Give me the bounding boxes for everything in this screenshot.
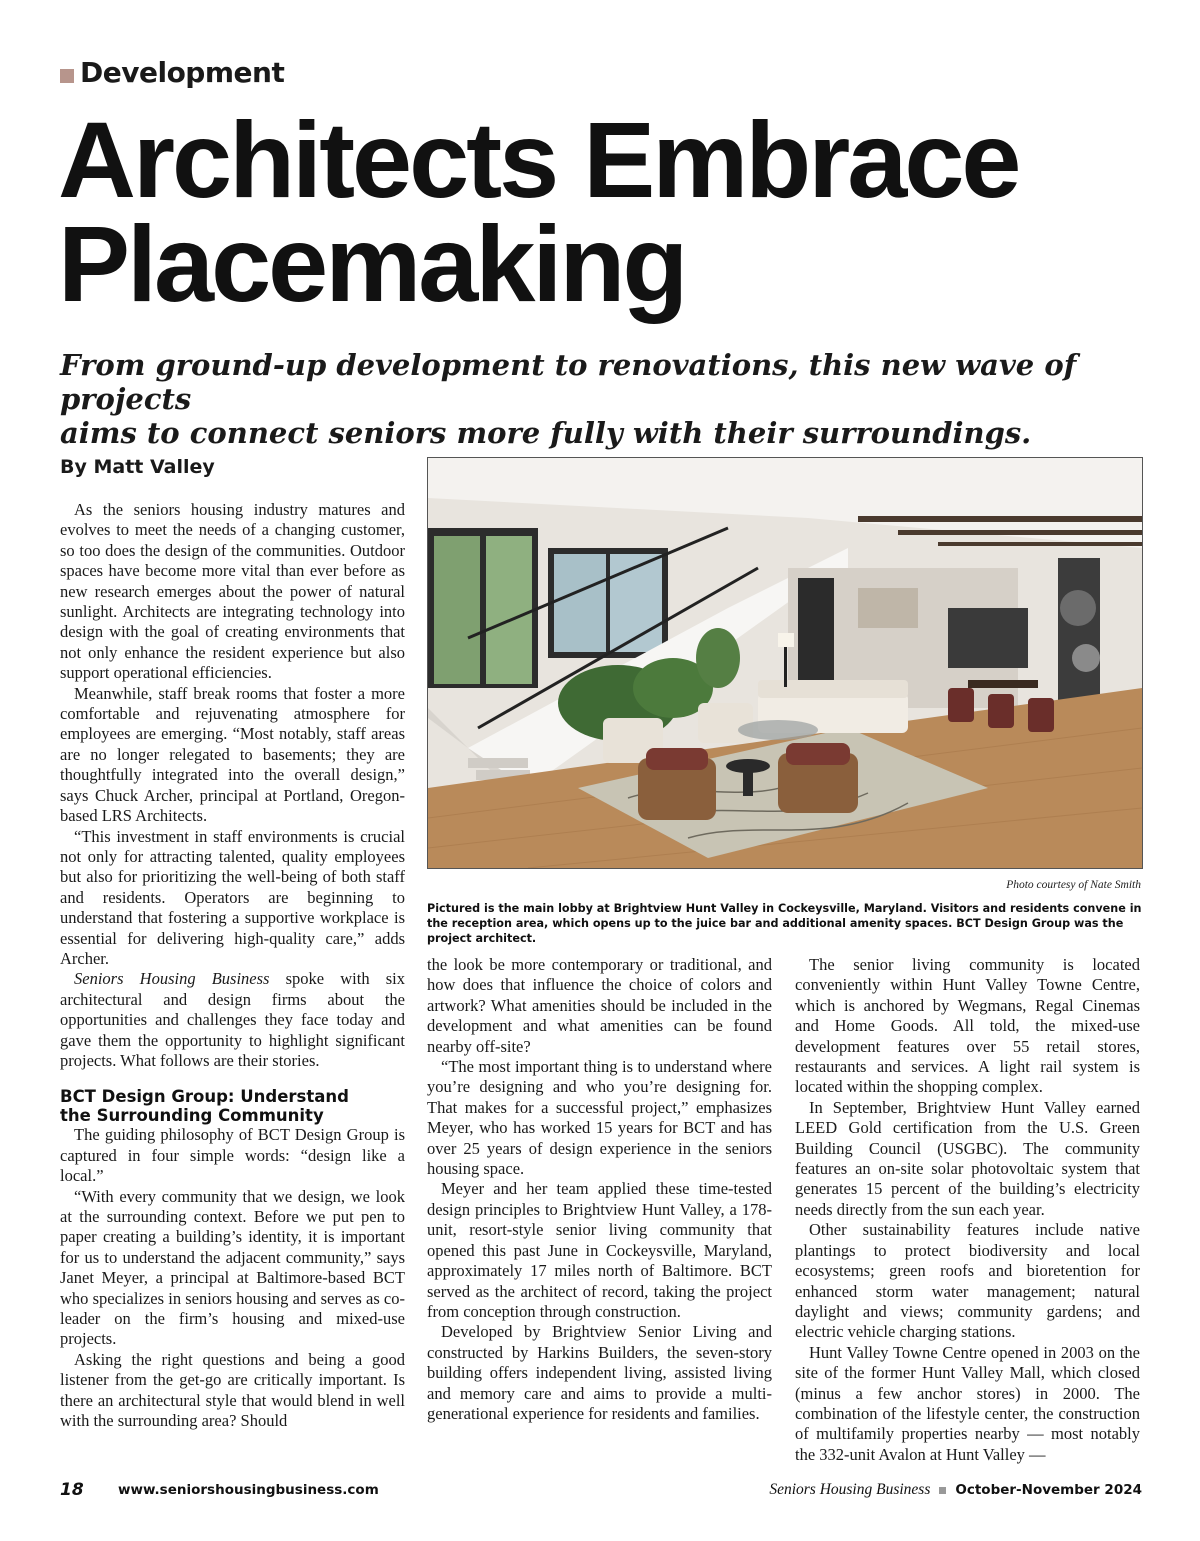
footer-right — [769, 1481, 1142, 1499]
paragraph: The guiding philosophy of BCT Design Group is captured in four simple words: “design like a local.” — [60, 1125, 405, 1186]
paragraph — [60, 969, 405, 1071]
paragraph: Developed by Brightview Senior Living and constructed by Harkins Builders, the seven-story building offers independent living, assisted living and memory care and aims to provide a multi-generational experience for residents and families. — [427, 1322, 772, 1423]
deck — [60, 348, 1150, 450]
photo-caption: Pictured is the main lobby at Brightview Hunt Valley in Cockeysville, Maryland. Visitors and residents convene in the reception area, which opens up to the juice bar and additional amenity spaces. BCT Design Group was the project architect. — [427, 902, 1142, 945]
footer-square-icon — [939, 1487, 946, 1494]
photo-credit: Photo courtesy of Nate Smith — [1006, 879, 1141, 891]
paragraph-text: spoke with six architectural and design firms about the opportunities and challenges they face today and gave them the opportunity to highlight significant projects. What follows are their stories. — [60, 969, 405, 1070]
headline — [58, 99, 1158, 324]
byline: By Matt Valley — [60, 456, 215, 478]
section-tag — [60, 56, 284, 89]
section-square-icon — [60, 69, 74, 83]
subhead-line-1: BCT Design Group: Understand — [60, 1087, 349, 1107]
paragraph: Meyer and her team applied these time-tested design principles to Brightview Hunt Valley, a 178-unit, resort-style senior living community that opened this past June in Cockeysville, Maryland, approximately 17 miles north of Baltimore. BCT served as the architect of record, taking the project from conception through construction. — [427, 1179, 772, 1321]
paragraph: Asking the right questions and being a good listener from the get-go are critically important. Is there an architectural style that would blend in well with the surrounding area? Should — [60, 1349, 405, 1431]
paragraph: Other sustainability features include native plantings to protect biodiversity and local ecosystems; green roofs and bioretention for enhanced storm water management; natural daylight and views; community gardens; and electric vehicle charging stations. — [795, 1220, 1140, 1342]
paragraph: The senior living community is located conveniently within Hunt Valley Towne Centre, which is anchored by Wegmans, Regal Cinemas and Home Goods. All told, the mixed-use development features over 55 retail stores, restaurants and services. A light rail system is located within the shopping complex. — [795, 955, 1140, 1097]
footer-url: www.seniorshousingbusiness.com — [118, 1482, 379, 1498]
paragraph: Hunt Valley Towne Centre opened in 2003 on the site of the former Hunt Valley Mall, which closed (minus a few anchor stores) in 2000. The combination of the lifestyle center, the construction of multifamily properties nearby — most notably the 332-unit Avalon at Hunt Valley — — [795, 1342, 1140, 1464]
publication-name: Seniors Housing Business — [74, 969, 270, 989]
paragraph: the look be more contemporary or traditional, and how does that influence the choice of colors and artwork? What amenities should be included in the development and what amenities can be found nearby off-site? — [427, 955, 772, 1056]
section-label: Development — [80, 56, 285, 89]
footer-issue-date: October-November 2024 — [955, 1482, 1142, 1498]
column-2 — [427, 955, 772, 1424]
column-3 — [795, 955, 1140, 1465]
subhead — [60, 1087, 405, 1125]
paragraph: Meanwhile, staff break rooms that foster a more comfortable and rejuvenating atmosphere for employees are emerging. “Most notably, staff areas are no longer relegated to basements; they are thoughtfully integrated into the overall design,” says Chuck Archer, principal at Portland, Oregon-based LRS Architects. — [60, 683, 405, 826]
headline-line-1: Architects Embrace — [58, 99, 1019, 220]
headline-line-2: Placemaking — [58, 203, 686, 324]
paragraph: In September, Brightview Hunt Valley earned LEED Gold certification from the U.S. Green Building Council (USGBC). The community features an on-site solar photovoltaic system that generates 15 percent of the building’s electricity needs directly from the sun each year. — [795, 1097, 1140, 1219]
paragraph: As the seniors housing industry matures and evolves to meet the needs of a changing customer, so too does the design of the communities. Outdoor spaces have become more vital than ever before as new research emerges about the power of natural sunlight. Architects are integrating technology into design with the goal of creating environments that not only enhance the resident experience but also support operational efficiencies. — [60, 500, 405, 683]
paragraph: “The most important thing is to understand where you’re designing and who you’re designing for. That makes for a successful project,” emphasizes Meyer, who has worked 15 years for BCT and has over 25 years of design experience in the seniors housing space. — [427, 1057, 772, 1179]
page-number: 18 — [60, 1480, 84, 1500]
deck-line-2: aims to connect seniors more fully with their surroundings. — [60, 416, 1032, 450]
deck-line-1: From ground-up development to renovations, this new wave of projects — [60, 348, 1077, 416]
footer-publication: Seniors Housing Business — [769, 1481, 931, 1498]
column-1-top — [60, 500, 405, 1431]
paragraph: “With every community that we design, we look at the surrounding context. Before we put pen to paper creating a building’s identity, it is important for us to understand the adjacent community,” says Janet Meyer, a principal at Baltimore-based BCT who specializes in seniors housing and serves as co-leader on the firm’s housing and mixed-use projects. — [60, 1186, 405, 1349]
lobby-photo — [427, 457, 1143, 869]
paragraph: “This investment in staff environments is crucial not only for attracting talented, quality employees but also for prioritizing the well-being of both staff and residents. Operators are beginning to understand that fostering a supportive workplace is essential for delivering high-quality care,” adds Archer. — [60, 826, 405, 968]
subhead-line-2: the Surrounding Community — [60, 1106, 324, 1126]
